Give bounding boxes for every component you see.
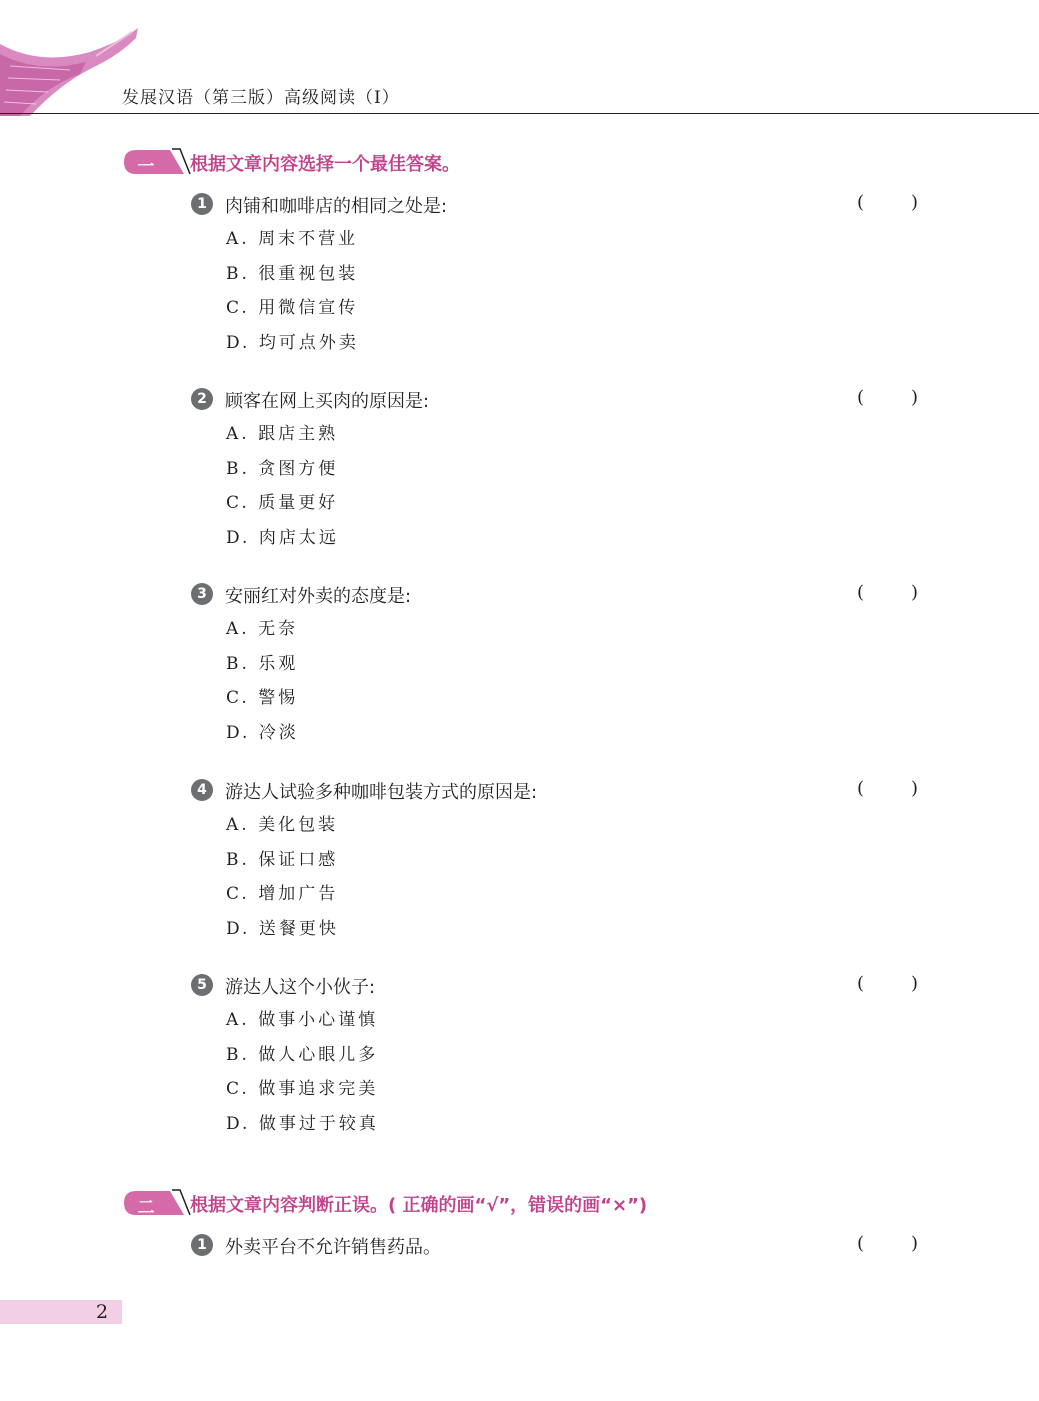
- option-d[interactable]: D. 冷淡: [226, 722, 299, 743]
- option-c[interactable]: C. 增加广告: [226, 884, 339, 904]
- option-b[interactable]: B. 贪图方便: [226, 458, 339, 479]
- option-c[interactable]: C. 警惕: [226, 688, 299, 708]
- question-text: 外卖平台不允许销售药品。: [225, 1237, 441, 1258]
- section-1-instruction: 根据文章内容选择一个最佳答案。: [190, 154, 460, 175]
- page-number: 2: [96, 1301, 109, 1323]
- answer-blank-right: ): [911, 973, 919, 994]
- option-d[interactable]: D. 肉店太远: [226, 527, 339, 548]
- answer-blank-right: ): [911, 192, 919, 213]
- answer-blank-right: ): [911, 778, 919, 799]
- question-1: [191, 192, 921, 365]
- question-number-badge: 3: [191, 583, 213, 605]
- question-text: 顾客在网上买肉的原因是:: [225, 391, 430, 412]
- option-a[interactable]: A. 无奈: [226, 619, 299, 639]
- option-b[interactable]: B. 乐观: [226, 653, 299, 674]
- option-a[interactable]: A. 做事小心谨慎: [226, 1010, 379, 1030]
- question-number-badge: 2: [191, 388, 213, 410]
- question-number-badge: 1: [191, 193, 213, 215]
- question-number-badge: 1: [191, 1234, 213, 1256]
- header-divider: [0, 113, 1039, 114]
- option-b[interactable]: B. 很重视包装: [226, 263, 359, 284]
- section-2-instruction: 根据文章内容判断正误。( 正确的画“√”，错误的画“×”): [190, 1195, 648, 1216]
- answer-blank-left: (: [857, 582, 865, 603]
- option-c[interactable]: C. 质量更好: [226, 493, 339, 513]
- answer-blank-right: ): [911, 582, 919, 603]
- question-text: 肉铺和咖啡店的相同之处是:: [225, 196, 448, 217]
- option-d[interactable]: D. 均可点外卖: [226, 332, 359, 353]
- question-number-badge: 4: [191, 779, 213, 801]
- question-text: 游达人这个小伙子:: [225, 977, 376, 998]
- option-d[interactable]: D. 做事过于较真: [226, 1113, 379, 1134]
- judgment-question-1: [191, 1233, 921, 1259]
- question-3: [191, 582, 921, 755]
- answer-blank-right: ): [911, 1233, 919, 1254]
- book-title: 发展汉语（第三版）高级阅读（I）: [122, 88, 400, 108]
- option-c[interactable]: C. 做事追求完美: [226, 1079, 379, 1099]
- question-5: [191, 973, 921, 1146]
- answer-blank-left: (: [857, 387, 865, 408]
- answer-blank-left: (: [857, 1233, 865, 1254]
- question-text: 游达人试验多种咖啡包装方式的原因是:: [225, 782, 538, 803]
- option-b[interactable]: B. 保证口感: [226, 849, 339, 870]
- option-d[interactable]: D. 送餐更快: [226, 918, 339, 939]
- question-2: [191, 387, 921, 560]
- option-a[interactable]: A. 美化包装: [226, 815, 339, 835]
- section-1-number: 一: [137, 157, 155, 177]
- question-text: 安丽红对外卖的态度是:: [225, 586, 412, 607]
- answer-blank-right: ): [911, 387, 919, 408]
- option-b[interactable]: B. 做人心眼儿多: [226, 1044, 379, 1065]
- answer-blank-left: (: [857, 192, 865, 213]
- answer-blank-left: (: [857, 778, 865, 799]
- question-4: [191, 778, 921, 951]
- option-a[interactable]: A. 跟店主熟: [226, 424, 339, 444]
- option-a[interactable]: A. 周末不营业: [226, 229, 359, 249]
- question-number-badge: 5: [191, 974, 213, 996]
- section-2-number: 二: [137, 1198, 155, 1218]
- pagoda-roof-decoration: [0, 26, 140, 116]
- answer-blank-left: (: [857, 973, 865, 994]
- option-c[interactable]: C. 用微信宣传: [226, 298, 359, 318]
